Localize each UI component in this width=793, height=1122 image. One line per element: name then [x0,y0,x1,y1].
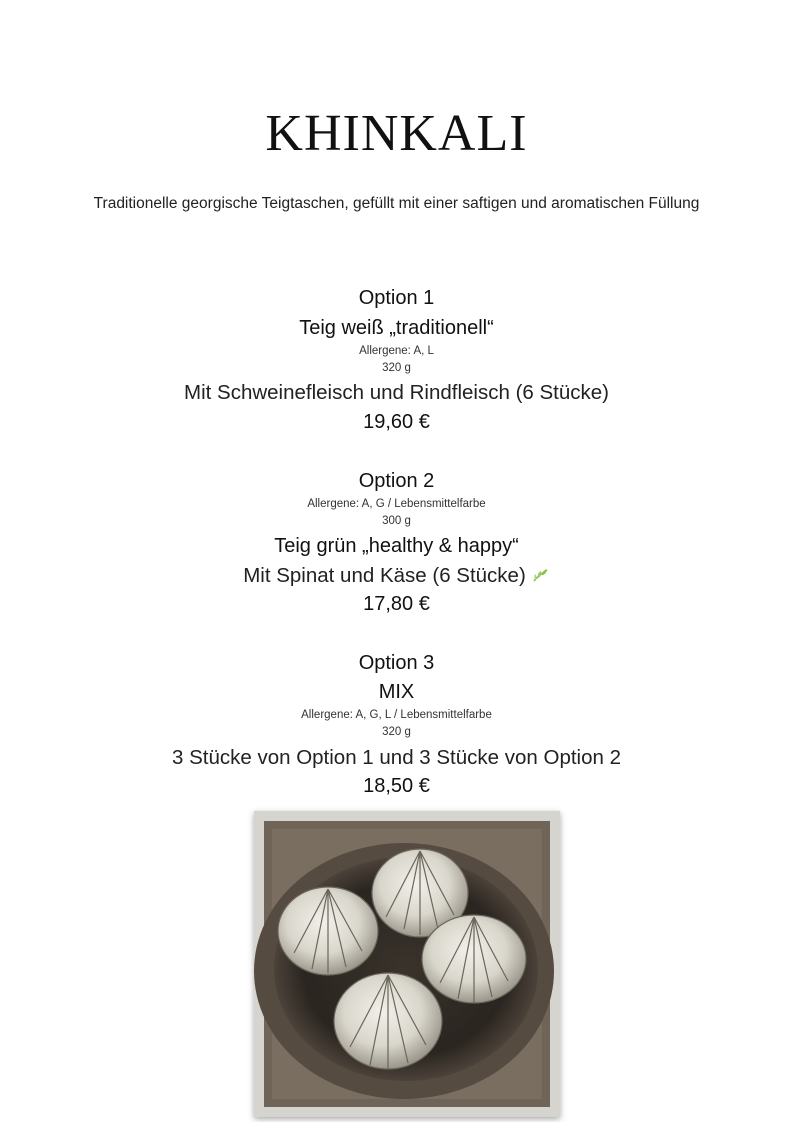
option-2-weight: 300 g [382,515,411,527]
option-1-description: Mit Schweinefleisch und Rindfleisch (6 Stücke) [184,381,609,404]
option-1-price: 19,60 € [363,411,430,433]
option-3-dough: MIX [378,681,415,703]
option-2-description: Mit Spinat und Käse (6 Stücke) [243,564,526,587]
intro-text: Traditionelle georgische Teigtaschen, gefüllt mit einer saftigen und aromatischen Füllung [93,195,700,212]
leaf-icon [532,565,550,589]
option-1-allergens: Allergene: A, L [359,345,434,357]
option-3-description: 3 Stücke von Option 1 und 3 Stücke von Option 2 [171,746,621,769]
option-1-weight: 320 g [382,362,411,374]
khinkali-painting [254,811,560,1117]
option-3-weight: 320 g [382,726,411,738]
option-2-description-row [0,564,793,589]
option-2-allergens: Allergene: A, G / Lebensmittelfarbe [307,498,486,510]
option-2-heading: Option 2 [358,470,435,492]
option-1-dough: Teig weiß „traditionell“ [299,317,494,339]
page-title: KHINKALI [265,105,528,162]
option-1-heading: Option 1 [358,287,435,309]
option-2-dough: Teig grün „healthy & happy“ [274,535,519,557]
option-2-price: 17,80 € [363,593,430,615]
option-3-allergens: Allergene: A, G, L / Lebensmittelfarbe [301,709,492,721]
option-3-heading: Option 3 [358,652,435,674]
option-3-price: 18,50 € [363,775,430,797]
